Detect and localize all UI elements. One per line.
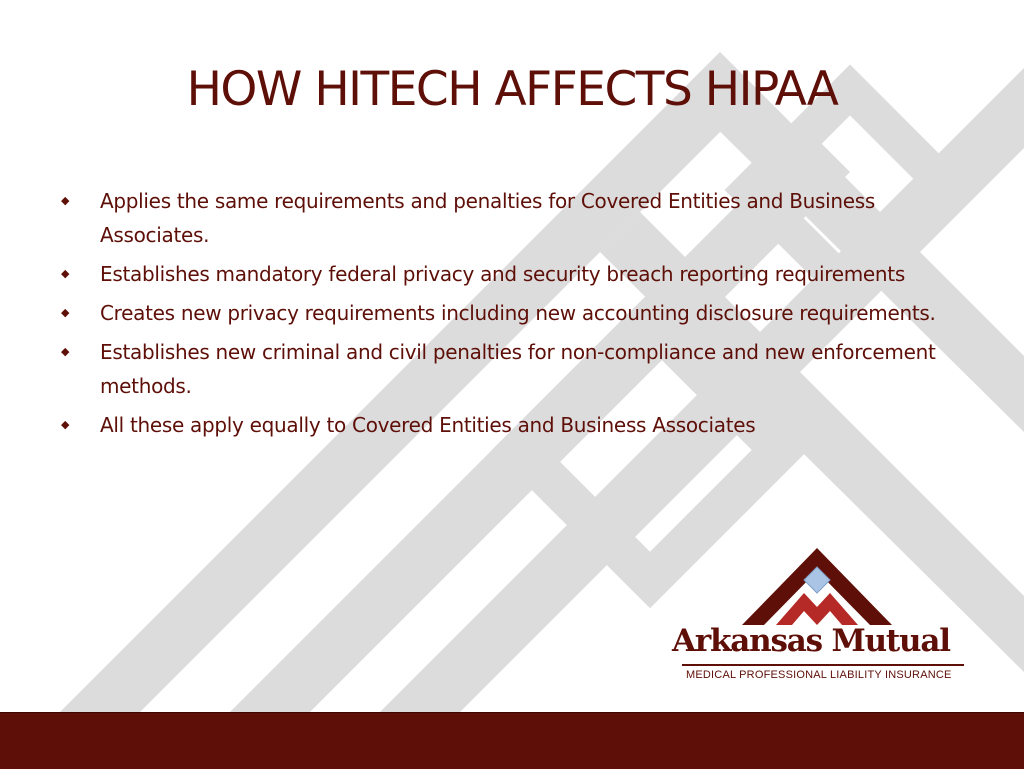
diamond-bullet-icon: ◆ <box>61 194 70 207</box>
bullet-text: Establishes new criminal and civil penalties for non-compliance and new enforcement methods. <box>100 340 936 398</box>
bullet-item <box>56 296 946 330</box>
diamond-bullet-icon: ◆ <box>61 306 70 319</box>
footer-bar <box>0 712 1024 769</box>
bullet-item <box>56 408 946 442</box>
diamond-bullet-icon: ◆ <box>61 418 70 431</box>
logo-name: Arkansas Mutual <box>672 623 950 659</box>
diamond-bullet-icon: ◆ <box>61 345 70 358</box>
logo-emblem-icon <box>742 545 892 625</box>
bullet-item <box>56 257 946 291</box>
company-logo <box>668 545 970 685</box>
bullet-text: Establishes mandatory federal privacy and security breach reporting requirements <box>100 262 905 286</box>
bullet-item <box>56 335 946 403</box>
bullet-list <box>56 184 946 447</box>
diamond-bullet-icon: ◆ <box>61 267 70 280</box>
bullet-item <box>56 184 946 252</box>
bullet-text: All these apply equally to Covered Entities and Business Associates <box>100 413 756 437</box>
logo-tagline: MEDICAL PROFESSIONAL LIABILITY INSURANCE <box>686 669 952 681</box>
bullet-text: Applies the same requirements and penalties for Covered Entities and Business Associates. <box>100 189 876 247</box>
bullet-text: Creates new privacy requirements including new accounting disclosure requirements. <box>100 301 936 325</box>
logo-divider <box>682 664 964 666</box>
slide-title: HOW HITECH AFFECTS HIPAA <box>186 62 838 117</box>
